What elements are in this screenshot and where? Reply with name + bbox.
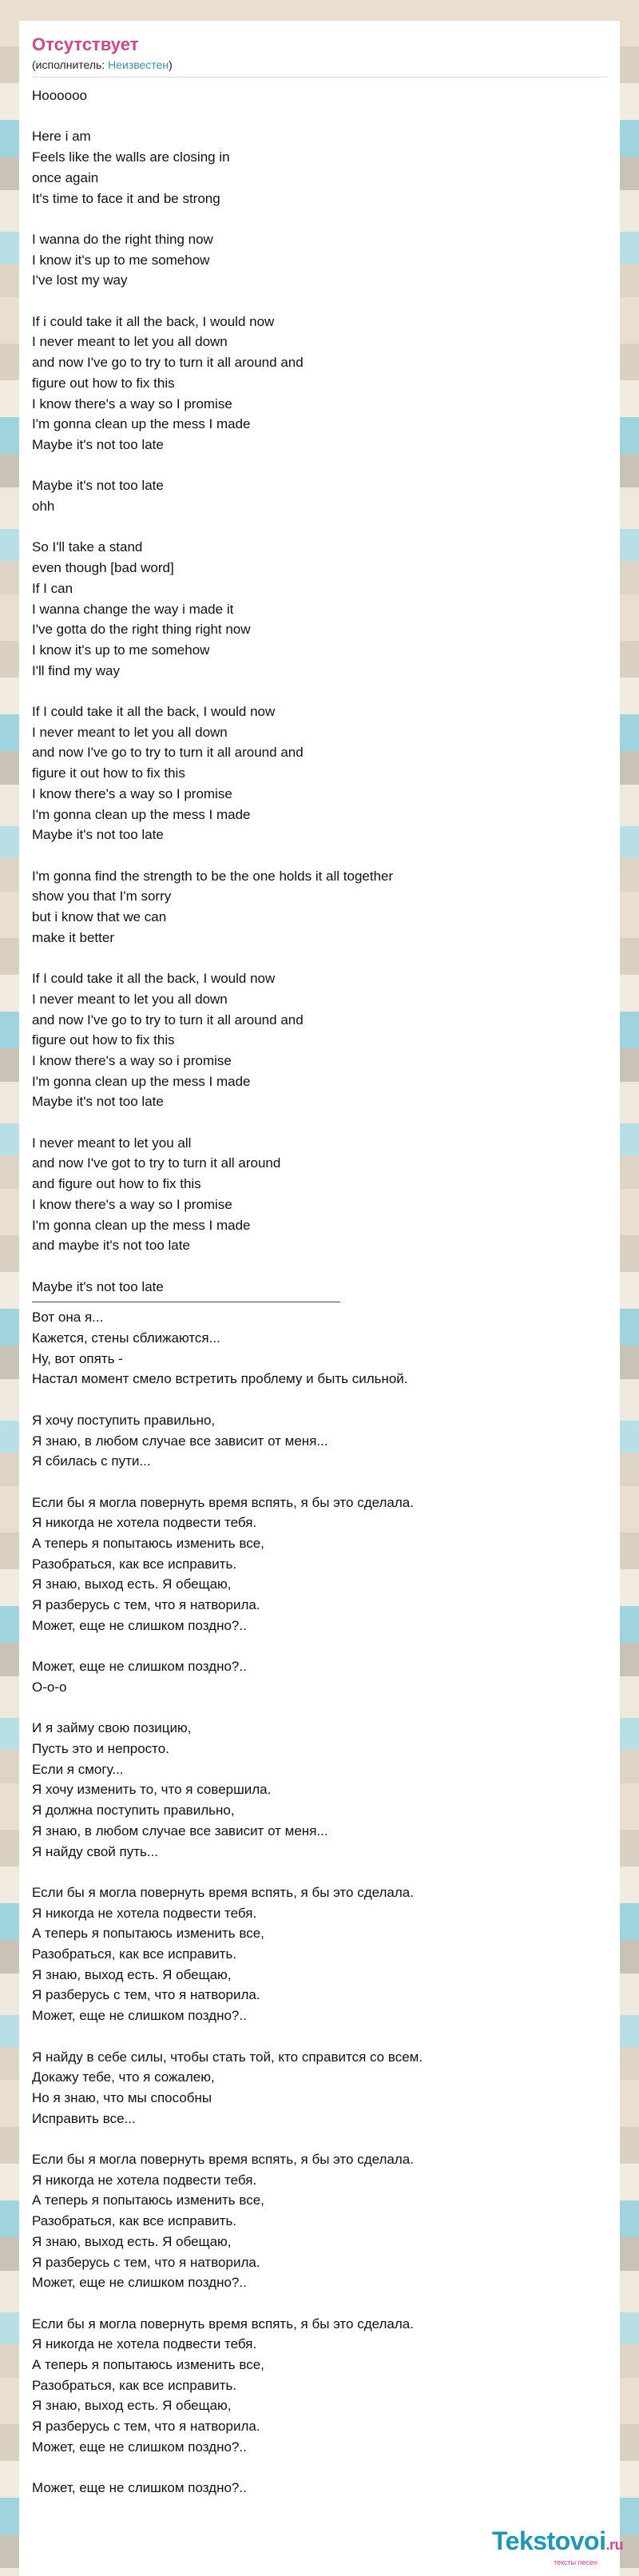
lyric-line: I've gotta do the right thing right now [32,622,251,638]
lyric-line: Может, еще не слишком поздно?.. [32,2008,247,2024]
lyric-line: Но я знаю, что мы способны [32,2089,212,2105]
lyric-line: Я никогда не хотела подвести тебя. [32,1905,257,1921]
lyric-line: Разобраться, как все исправить. [32,1946,237,1962]
artist-prefix: (исполнитель: [32,58,109,71]
lyric-line: Я разберусь с тем, что я натворила. [32,1987,260,2003]
lyric-line: I'm gonna clean up the mess I made [32,1073,251,1089]
lyric-line: It's time to face it and be strong [32,190,220,206]
lyric-line [32,517,607,538]
lyric-line: Вот она я... [32,1310,104,1326]
lyric-line: Я знаю, выход есть. Я обещаю, [32,1576,232,1592]
lyric-line: I'm gonna clean up the mess I made [32,806,251,822]
lyric-line: I wanna change the way i made it [32,601,234,617]
lyric-line: Я найду свой путь... [32,1843,159,1859]
lyrics-original [32,85,607,1297]
lyric-line: I've lost my way [32,272,128,288]
lyric-line: make it better [32,929,114,945]
lyric-line: Разобраться, как все исправить. [32,2377,237,2393]
lyric-line: I never meant to let you all down [32,724,228,740]
lyric-line [32,1389,607,1410]
lyric-line: Докажу тебе, что я сожалею, [32,2069,215,2085]
song-title: Отсутствует [32,34,139,54]
lyric-line: Может, еще не слишком поздно?.. [32,2275,247,2291]
lyric-line: Я разберусь с тем, что я натворила. [32,2254,260,2270]
lyric-line: Here i am [32,129,91,145]
lyric-line: I never meant to let you all down [32,334,228,350]
logo-tld: .ru [605,2537,623,2553]
lyric-line: Я найду в себе силы, чтобы стать той, кто справится со всем. [32,2049,423,2065]
artist-suffix: ) [169,58,173,71]
lyric-line: Feels like the walls are closing in [32,149,230,165]
lyric-line: I'm gonna clean up the mess I made [32,1217,251,1233]
lyric-line: Если бы я могла повернуть время вспять, я бы это сделала. [32,2316,414,2332]
lyric-line: I know there's a way so I promise [32,785,232,801]
lyric-line: Я разберусь с тем, что я натворила. [32,1597,260,1613]
lyric-line: Если бы я могла повернуть время вспять, я бы это сделала. [32,2152,414,2168]
lyric-line: Разобраться, как все исправить. [32,2213,237,2229]
lyric-line [32,2293,607,2314]
lyric-line [32,1112,607,1133]
lyric-line: Maybe it's not too late [32,1094,164,1110]
lyric-line: I know there's a way so I promise [32,396,232,411]
lyric-line: Maybe it's not too late [32,827,164,843]
lyric-line: I'll find my way [32,662,120,678]
lyric-line: Maybe it's not too late [32,436,164,452]
lyric-line: Исправить все... [32,2110,136,2126]
lyric-line: Я знаю, в любом случае все зависит от меня... [32,1433,328,1449]
lyric-line: Я никогда не хотела подвести тебя. [32,2172,257,2188]
artist-link[interactable]: Неизвестен [108,58,169,71]
lyric-line: И я займу свою позицию, [32,1720,192,1736]
lyric-line [32,2458,607,2479]
lyric-line: Я никогда не хотела подвести тебя. [32,2336,257,2352]
lyric-line [32,681,607,702]
lyric-line: Я знаю, выход есть. Я обещаю, [32,1966,232,1982]
site-logo[interactable] [492,2527,623,2566]
lyric-line: Hoooooo [32,88,88,103]
lyric-line [32,455,607,476]
lyric-line: Если бы я могла повернуть время вспять, я бы это сделала. [32,1884,414,1900]
lyric-line [32,209,607,229]
lyric-line: So I'll take a stand [32,539,143,555]
song-artist [32,58,607,72]
lyric-line [32,845,607,866]
lyric-line: I'm gonna clean up the mess I made [32,416,251,432]
lyric-line: figure out how to fix this [32,1032,175,1048]
logo-tagline: тексты песен [553,2558,597,2566]
lyric-line: А теперь я попытаюсь изменить все, [32,2192,264,2208]
title-divider [32,77,607,78]
lyric-line: and now I've go to try to turn it all around and [32,1012,304,1028]
logo-wordmark [492,2527,623,2558]
lyric-line: once again [32,169,99,185]
lyric-line: Может, еще не слишком поздно?.. [32,1659,247,1675]
lyric-line: and now I've go to try to turn it all around and [32,355,304,371]
lyric-line: Я знаю, выход есть. Я обещаю, [32,2398,232,2414]
lyric-line: Если я смогу... [32,1761,124,1777]
lyric-line: Кажется, стены сближаются... [32,1330,220,1346]
lyric-line: Может, еще не слишком поздно?.. [32,2480,247,2496]
lyric-line: О-о-о [32,1679,67,1695]
lyric-line: If i could take it all the back, I would now [32,313,275,329]
lyric-line: I wanna do the right thing now [32,231,213,247]
logo-name: Tekstovoi [491,2526,606,2555]
lyric-line: А теперь я попытаюсь изменить все, [32,1536,264,1552]
lyric-line: ohh [32,499,55,514]
lyric-line: If I could take it all the back, I would now [32,971,276,987]
lyric-line: Я знаю, выход есть. Я обещаю, [32,2233,232,2249]
lyric-line: А теперь я попытаюсь изменить все, [32,1926,264,1942]
lyric-line: even though [bad word] [32,560,174,576]
lyric-line: If I could take it all the back, I would now [32,704,276,719]
lyric-line [32,1636,607,1657]
lyric-line: Я знаю, в любом случае все зависит от меня... [32,1823,328,1839]
lyric-line [32,2129,607,2149]
lyrics-body [32,85,607,2498]
lyric-line [32,1472,607,1493]
lyric-line [32,291,607,312]
lyric-line: Может, еще не слишком поздно?.. [32,2439,247,2455]
lyric-line [32,106,607,127]
lyric-line: and now I've go to try to turn it all around and [32,745,304,761]
lyric-line: Я хочу изменить то, что я совершила. [32,1782,272,1798]
lyric-line: I never meant to let you all down [32,991,228,1007]
lyric-line: but i know that we can [32,909,167,925]
lyric-line [32,1256,607,1277]
lyric-line: Я хочу поступить правильно, [32,1412,216,1428]
lyric-line: I'm gonna find the strength to be the one holds it all together [32,868,394,884]
lyric-line: and figure out how to fix this [32,1176,201,1192]
lyric-line: I know there's a way so i promise [32,1052,232,1068]
lyric-line: I never meant to let you all [32,1135,192,1151]
lyric-line: Настал момент смело встретить проблему и быть сильной. [32,1371,408,1387]
lyric-line [32,1862,607,1882]
lyric-line: I know it's up to me somehow [32,252,210,268]
lyric-line: Maybe it's not too late [32,1278,164,1294]
lyric-line: show you that I'm sorry [32,888,172,904]
lyric-line: I know there's a way so I promise [32,1196,232,1212]
lyric-line [32,2026,607,2047]
lyric-line: Пусть это и непросто. [32,1741,169,1757]
lyric-line: figure out how to fix this [32,375,175,391]
lyric-line: Я разберусь с тем, что я натворила. [32,2419,260,2435]
lyrics-sheet [19,21,620,2576]
lyric-line: If I can [32,580,73,596]
lyric-line [32,948,607,968]
lyric-line [32,1698,607,1719]
lyric-line: А теперь я попытаюсь изменить все, [32,2357,264,2373]
lyric-line: figure it out how to fix this [32,765,185,781]
lyric-line: Я должна поступить правильно, [32,1803,235,1819]
lyrics-translation [32,1307,607,2498]
lyric-line: Если бы я могла повернуть время вспять, я бы это сделала. [32,1494,414,1510]
lyric-line: Может, еще не слишком поздно?.. [32,1617,247,1633]
lyric-line: Я сбилась с пути... [32,1453,151,1469]
lyric-line: and now I've got to try to turn it all around [32,1155,281,1171]
lyric-line: I know it's up to me somehow [32,642,210,658]
lyric-line: Ну, вот опять - [32,1350,123,1366]
lyric-line: and maybe it's not too late [32,1238,190,1254]
lyric-line: Разобраться, как все исправить. [32,1556,237,1572]
lyric-line: Я никогда не хотела подвести тебя. [32,1515,257,1531]
lyric-line: Maybe it's not too late [32,478,164,494]
